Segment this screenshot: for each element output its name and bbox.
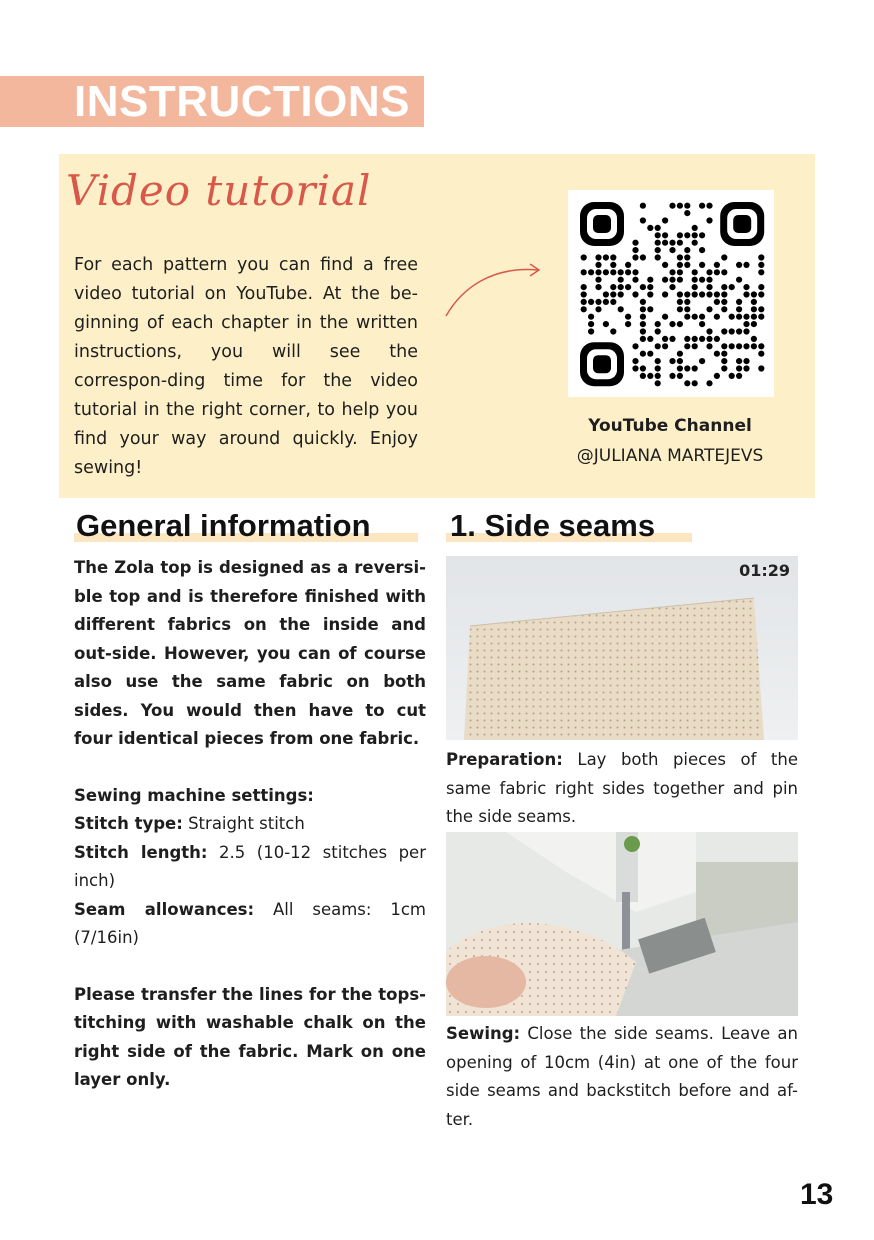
transfer-note: Please transfer the lines for the tops-titching with washable chalk on the right side of the fabric. Mark on one layer only. <box>74 984 426 1089</box>
general-information-heading: General information <box>76 508 371 543</box>
stitch-length-value: 2.5 (10-12 stitches per inch) <box>74 842 426 890</box>
youtube-channel-label: YouTube Channel <box>588 416 752 436</box>
preparation-body: Lay both pieces of the same fabric right sides together and pin the side seams. <box>446 750 798 826</box>
video-tutorial-title: Video tutorial <box>66 166 372 215</box>
general-information-body <box>74 554 426 1095</box>
stitch-type-line <box>74 810 426 839</box>
stitch-length-label: Stitch length: <box>74 842 208 862</box>
video-tutorial-text: For each pattern you can find a free video tutorial on YouTube. At the be-ginning of each chapter in the written instructions, you will see the correspon-ding time for the video tutorial in the right corner, to help you find your way around quickly. Enjoy sewing! <box>74 255 418 478</box>
preparation-text <box>446 746 798 832</box>
sewing-text <box>446 1020 798 1134</box>
stitch-type-value: Straight stitch <box>182 814 305 833</box>
video-timestamp: 01:29 <box>739 561 790 580</box>
arrow-icon <box>442 258 546 322</box>
stitch-length-line <box>74 839 426 896</box>
preparation-photo <box>446 556 798 740</box>
page-number: 13 <box>800 1178 834 1211</box>
sewing-label: Sewing: <box>446 1024 521 1043</box>
seam-allowance-line <box>74 896 426 953</box>
preparation-label: Preparation: <box>446 750 563 769</box>
sewing-photo <box>446 832 798 1016</box>
sewing-body: Close the side seams. Leave an opening of 10cm (4in) at one of the four side seams and backstitch before and af-ter. <box>446 1024 798 1129</box>
fabric-illustration <box>446 556 798 740</box>
page-title: INSTRUCTIONS <box>74 77 410 126</box>
youtube-channel-handle: @JULIANA MARTEJEVS <box>576 446 764 466</box>
stitch-type-label: Stitch type: <box>74 814 183 833</box>
general-intro: The Zola top is designed as a reversi-ble top and is therefore finished with different fabrics on the inside and out-side. However, you can of course also use the same fabric on both sides. You would then have to cut four identical pieces from one fabric. <box>74 558 426 748</box>
seam-allowance-label: Seam allowances: <box>74 899 255 919</box>
qr-code-icon <box>568 190 774 397</box>
side-seams-heading: 1. Side seams <box>450 508 656 543</box>
seam-allowance-value: All seams: 1cm (7/16in) <box>74 899 426 947</box>
sewing-machine-illustration <box>446 832 798 1016</box>
qr-code[interactable] <box>568 190 774 397</box>
settings-heading: Sewing machine settings: <box>74 785 314 805</box>
